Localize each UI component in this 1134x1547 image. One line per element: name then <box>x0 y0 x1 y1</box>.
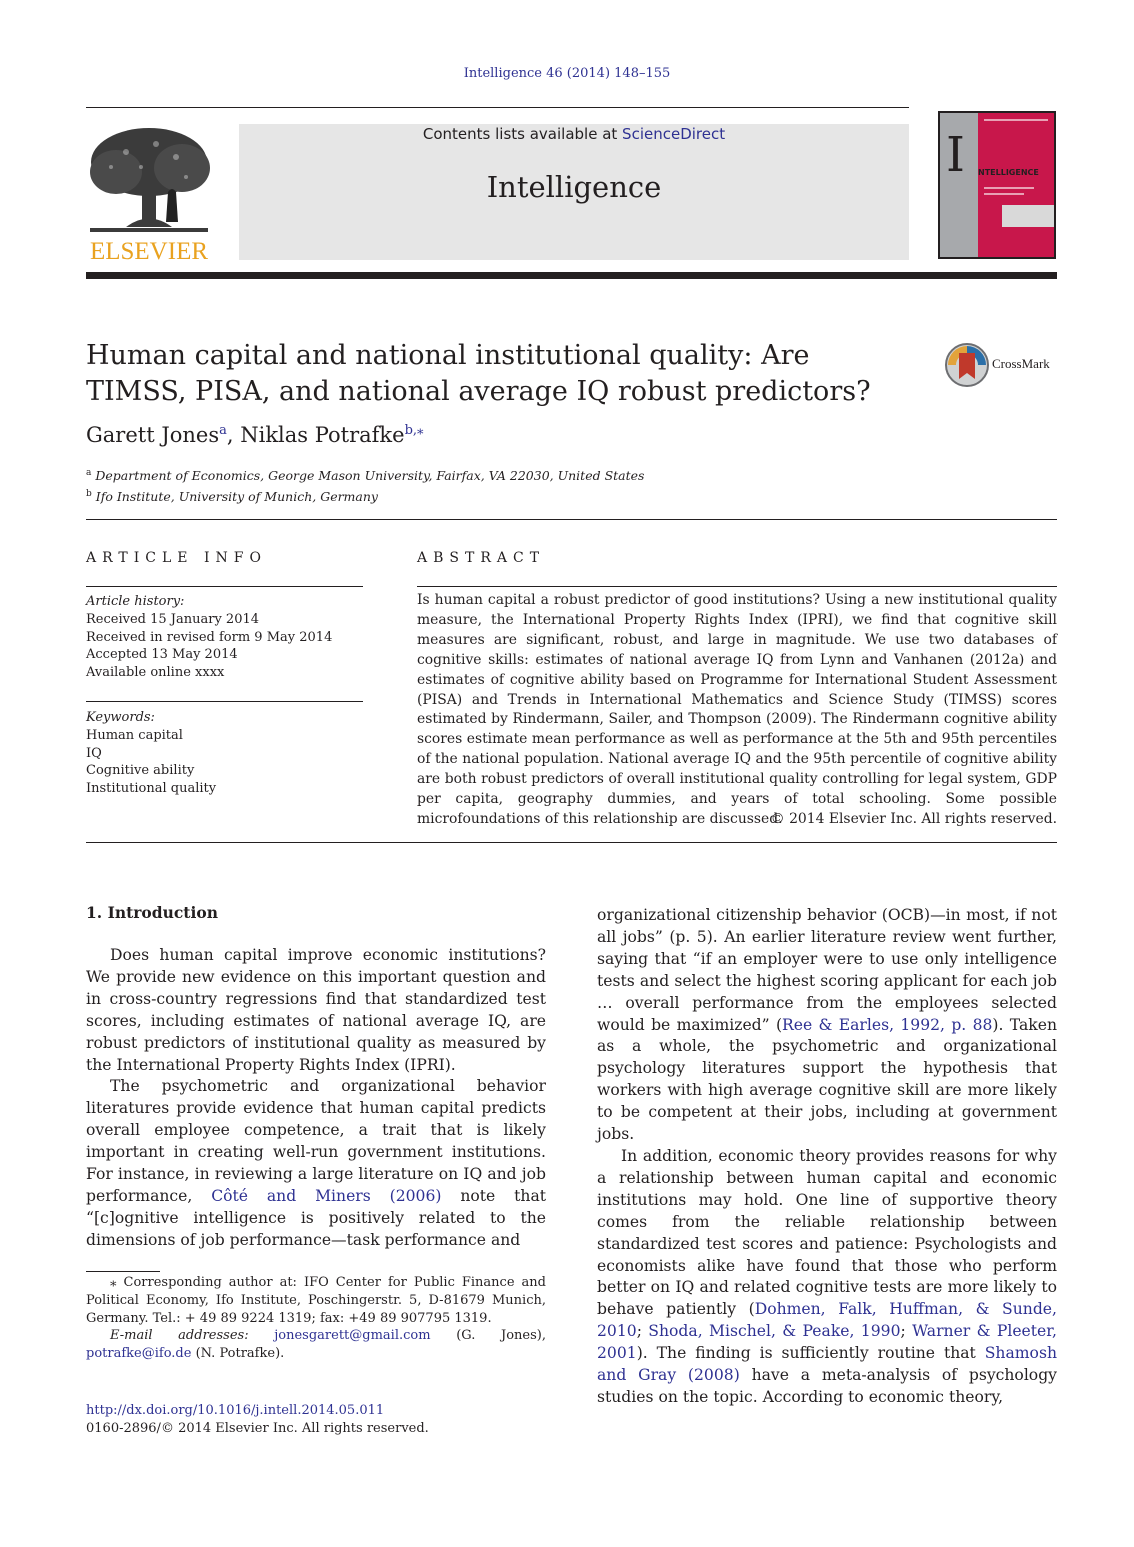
sciencedirect-link[interactable]: ScienceDirect <box>622 125 726 143</box>
affiliation-text: Department of Economics, George Mason University, Fairfax, VA 22030, United States <box>95 468 645 484</box>
email-link[interactable]: potrafke@ifo.de <box>86 1346 192 1362</box>
keywords-label: Keywords: <box>86 710 155 725</box>
article-title: Human capital and national institutional quality: Are TIMSS, PISA, and national average IQ robust predictors? <box>86 340 871 407</box>
abstract-text: Is human capital a robust predictor of good institutions? Using a new institutional quality measure, the International Property Rights Index (IPRI), we find that cognitive skill measures are significant, robust, and large in magnitude. We use two databases of cognitive skills: estimates of national average IQ from Lynn and Vanhanen (2012a) and estimates of cognitive ability based on Programme for International Student Assessment (PISA) and Trends in International Mathematics and Science Study (TIMSS) scores estimated by Rindermann, Sailer, and Thompson (2009). The Rindermann cognitive ability scores estimate mean performance as well as performance at the 5th and 95th percentiles of the national population. National average IQ and the 95th percentile of cognitive ability are both robust predictors of overall institutional quality controlling for legal system, GDP per capita, geography dummies, and years of total schooling. Some possible microfoundations of this relationship are discussed. <box>417 592 1057 827</box>
right-column <box>597 905 1057 1409</box>
journal-reference-link[interactable]: Intelligence 46 (2014) 148–155 <box>463 66 671 81</box>
abstract-heading: ABSTRACT <box>417 550 546 566</box>
accepted-date: Accepted 13 May 2014 <box>86 647 238 663</box>
left-column <box>86 945 546 1252</box>
email-link[interactable]: jonesgarett@gmail.com <box>274 1328 431 1344</box>
citation-link[interactable]: Ree & Earles, 1992, p. 88 <box>782 1015 993 1034</box>
doi-link[interactable]: http://dx.doi.org/10.1016/j.intell.2014.05.011 <box>86 1403 385 1418</box>
header-thick-rule <box>86 272 1057 279</box>
abstract-rule <box>417 586 1057 587</box>
footnote <box>86 1274 546 1363</box>
citation-link[interactable]: Shamosh and Gray (2008) <box>597 1344 1057 1385</box>
intro-paragraph <box>597 1146 1057 1409</box>
paragraph-text: In addition, economic theory provides reasons for why a relationship between human capital and economic institutions may hold. One line of supportive theory comes from the reliable relationship between standardized test scores and patience: Psychologists and economists alike have found that those who perform better on IQ and related cognitive tests are more likely to behave patiently ( <box>597 1146 1057 1319</box>
citation-separator: ; <box>900 1322 913 1341</box>
email-owner: (G. Jones), <box>430 1328 547 1344</box>
keyword-item: Human capital <box>86 727 183 743</box>
corresponding-author-note: ⁎ Corresponding author at: IFO Center for Public Finance and Political Economy, Ifo Institute, Poschingerstr. 5, D-81679 Munich, Germany. Tel.: + 49 89 9224 1319; fax: +49 89 907795 1319. <box>86 1275 546 1326</box>
elsevier-wordmark: ELSEVIER <box>89 238 209 265</box>
history-label: Article history: <box>86 594 185 609</box>
keywords <box>86 709 216 798</box>
affiliation-text: Ifo Institute, University of Munich, Germany <box>95 489 378 505</box>
citation-separator: ; <box>636 1322 649 1341</box>
received-date: Received 15 January 2014 <box>86 611 260 627</box>
affiliations <box>86 464 644 506</box>
header-rule <box>86 107 909 108</box>
intro-paragraph: Does human capital improve economic institutions? We provide new evidence on this important question and in cross-country regressions find that standardized test scores, including estimates of national average IQ, are robust predictors of institutional quality as measured by the International Property Rights Index (IPRI). <box>86 946 546 1074</box>
cover-title: NTELLIGENCE <box>978 168 1039 177</box>
journal-title: Intelligence <box>486 170 662 204</box>
author-name: Garett Jones <box>86 423 220 447</box>
keyword-item: Cognitive ability <box>86 763 195 779</box>
contents-line <box>239 125 909 143</box>
crossmark-icon <box>944 342 990 388</box>
contents-prefix: Contents lists available at <box>422 125 623 143</box>
paragraph-text: organizational citizenship behavior (OCB)—in most, if not all jobs” (p. 5). An earlier literature review went further, saying that “if an employer were to use only intelligence tests and select the highest scoring applicant for each job … overall performance from the employees selected would be maximized” ( <box>597 906 1057 1034</box>
footnote-rule <box>86 1271 160 1272</box>
online-date: Available online xxxx <box>86 665 225 681</box>
citation-link[interactable]: Warner & Pleeter, 2001 <box>597 1322 1057 1363</box>
abstract-bottom-rule <box>86 842 1057 843</box>
author-separator: , <box>226 423 241 447</box>
paragraph-text: note that “[c]ognitive intelligence is positively related to the dimensions of job performance—task performance and <box>86 1186 547 1249</box>
crossmark-label: CrossMark <box>992 356 1050 371</box>
citation-link[interactable]: Dohmen, Falk, Huffman, & Sunde, 2010 <box>597 1300 1057 1341</box>
affiliation-b <box>86 485 644 506</box>
affiliation-a <box>86 464 644 485</box>
article-info-heading: ARTICLE INFO <box>86 550 267 566</box>
intro-paragraph <box>86 1076 546 1251</box>
cover-initial: I <box>946 127 965 183</box>
affiliation-mark: b <box>86 489 92 500</box>
paragraph-text: The psychometric and organizational behavior literatures provide evidence that human capital predicts overall employee competence, a trait that is likely important in creating well-run government institutions. For instance, in reviewing a large literature on IQ and job performance, <box>86 1077 546 1205</box>
info-rule <box>86 586 363 587</box>
author-affiliation-mark[interactable]: b,⁎ <box>404 423 424 438</box>
email-addresses <box>86 1327 546 1363</box>
author-list <box>86 423 424 447</box>
keyword-item: IQ <box>86 745 102 761</box>
title-rule <box>86 519 1057 520</box>
journal-cover-thumbnail[interactable] <box>938 111 1056 259</box>
doi-block <box>86 1402 429 1438</box>
email-label: E-mail addresses: <box>110 1328 275 1344</box>
article-history <box>86 593 332 682</box>
affiliation-mark: a <box>86 468 92 478</box>
info-rule <box>86 701 363 702</box>
author-name: Niklas Potrafke <box>240 423 405 447</box>
revised-date: Received in revised form 9 May 2014 <box>86 629 333 645</box>
crossmark-badge[interactable] <box>944 341 1059 389</box>
intro-paragraph <box>597 905 1057 1146</box>
citation-link[interactable]: Côté and Miners (2006) <box>211 1186 442 1205</box>
paragraph-text: ). The finding is sufficiently routine that <box>636 1344 985 1363</box>
email-owner: (N. Potrafke). <box>191 1346 285 1362</box>
keyword-item: Institutional quality <box>86 781 217 797</box>
citation-link[interactable]: Shoda, Mischel, & Peake, 1990 <box>648 1322 901 1341</box>
issn-copyright: 0160-2896/© 2014 Elsevier Inc. All rights reserved. <box>86 1421 429 1436</box>
paragraph-text: ). Taken as a whole, the psychometric and organizational psychology literatures support the hypothesis that workers with high average cognitive skill are more likely to be competent at their jobs, including at government jobs. <box>597 1015 1057 1144</box>
section-heading: 1. Introduction <box>86 903 218 922</box>
abstract-copyright: © 2014 Elsevier Inc. All rights reserved. <box>770 811 1057 827</box>
author-affiliation-mark[interactable]: a <box>219 423 227 438</box>
paragraph-text: have a meta-analysis of psychology studies on the topic. According to economic theory, <box>597 1366 1057 1406</box>
